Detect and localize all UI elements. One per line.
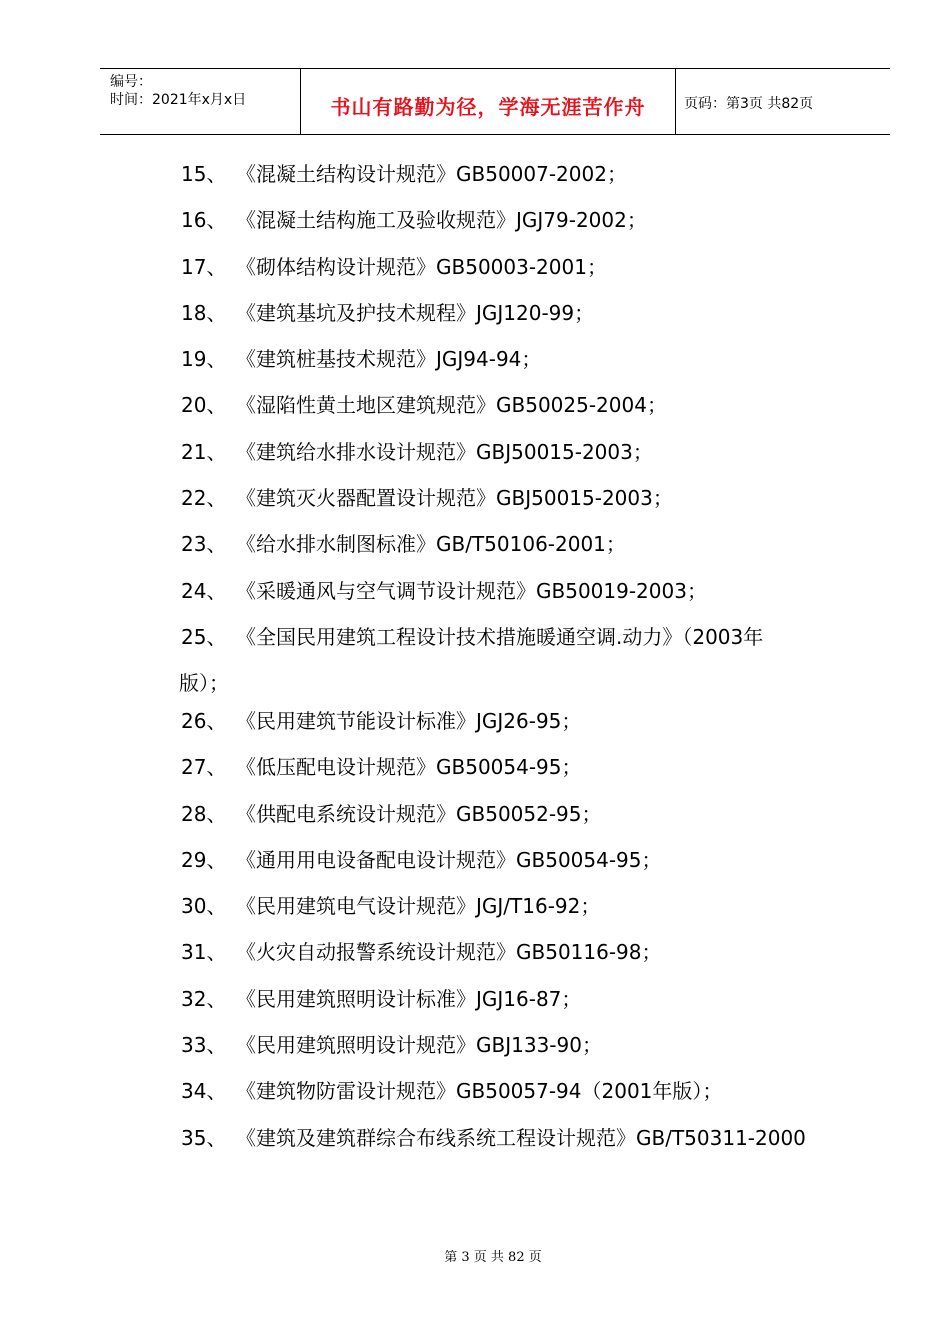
- header-meta-cell: [100, 69, 301, 135]
- item-number: 18、: [181, 300, 227, 325]
- list-item: [181, 889, 861, 935]
- item-number: 33、: [181, 1033, 227, 1058]
- item-text: 《采暖通风与空气调节设计规范》GB50019-2003；: [236, 578, 707, 603]
- item-text: 《建筑物防雷设计规范》GB50057-94（2001年版）；: [236, 1079, 723, 1104]
- document-date: 时间：2021年x月x日: [110, 92, 247, 108]
- item-number: 27、: [181, 755, 227, 780]
- item-number: 26、: [181, 708, 227, 733]
- list-item: [181, 342, 861, 388]
- item-number: 35、: [181, 1125, 227, 1150]
- list-item: [181, 843, 861, 889]
- list-item: [181, 704, 861, 750]
- item-number: 31、: [181, 940, 227, 965]
- header-page-code: 页码：第3页 共82页: [684, 96, 814, 112]
- list-item: [181, 435, 861, 481]
- item-text: 《民用建筑电气设计规范》JGJ/T16-92；: [236, 894, 601, 919]
- list-item: [181, 388, 861, 434]
- header-motto-cell: [301, 69, 676, 135]
- item-text: 《民用建筑照明设计标准》JGJ16-87；: [236, 986, 582, 1011]
- item-text: 《民用建筑节能设计标准》JGJ26-95；: [236, 708, 582, 733]
- list-item: [181, 1074, 861, 1120]
- item-text: 《湿陷性黄土地区建筑规范》GB50025-2004；: [236, 393, 667, 418]
- document-number-label: 编号：: [110, 74, 152, 90]
- item-text-continuation: 版）；: [179, 670, 229, 695]
- item-number: 29、: [181, 847, 227, 872]
- item-number: 30、: [181, 894, 227, 919]
- item-number: 19、: [181, 347, 227, 372]
- item-number: 32、: [181, 986, 227, 1011]
- item-text: 《砌体结构设计规范》GB50003-2001；: [236, 254, 607, 279]
- item-number: 34、: [181, 1079, 227, 1104]
- list-item: [181, 750, 861, 796]
- item-text: 《建筑及建筑群综合布线系统工程设计规范》GB/T50311-2000: [236, 1125, 806, 1150]
- list-item: [181, 157, 861, 203]
- item-text: 《混凝土结构设计规范》GB50007-2002；: [236, 162, 627, 186]
- item-number: 25、: [181, 624, 227, 649]
- list-item: [181, 1121, 861, 1167]
- list-item: [181, 527, 861, 573]
- item-number: 22、: [181, 486, 227, 511]
- item-text: 《建筑给水排水设计规范》GBJ50015-2003；: [236, 439, 653, 464]
- item-text: 《民用建筑照明设计规范》GBJ133-90；: [236, 1033, 602, 1058]
- item-number: 20、: [181, 393, 227, 418]
- document-header: [100, 68, 890, 135]
- item-text: 《低压配电设计规范》GB50054-95；: [236, 755, 582, 780]
- item-number: 21、: [181, 439, 227, 464]
- list-item: [181, 203, 861, 249]
- item-number: 28、: [181, 801, 227, 826]
- list-item: [181, 797, 861, 843]
- item-number: 16、: [181, 208, 227, 233]
- item-text: 《建筑桩基技术规范》JGJ94-94；: [236, 347, 542, 372]
- list-item: [181, 481, 861, 527]
- item-text: 《建筑灭火器配置设计规范》GBJ50015-2003；: [236, 486, 673, 511]
- list-item: [181, 1028, 861, 1074]
- item-number: 24、: [181, 578, 227, 603]
- item-number: 15、: [181, 162, 227, 186]
- list-item: [181, 935, 861, 981]
- item-text: 《火灾自动报警系统设计规范》GB50116-98；: [236, 940, 662, 965]
- standards-list: [181, 157, 861, 1167]
- item-text: 《供配电系统设计规范》GB50052-95；: [236, 801, 602, 826]
- item-number: 23、: [181, 532, 227, 557]
- item-text: 《通用用电设备配电设计规范》GB50054-95；: [236, 847, 662, 872]
- item-text: 《给水排水制图标准》GB/T50106-2001；: [236, 532, 626, 557]
- page-footer: 第 3 页 共 82 页: [444, 1250, 542, 1265]
- list-item: [181, 982, 861, 1028]
- list-item: [181, 250, 861, 296]
- header-motto: 书山有路勤为径，学海无涯苦作舟: [330, 94, 646, 119]
- item-text: 《混凝土结构施工及验收规范》JGJ79-2002；: [236, 208, 647, 233]
- item-number: 17、: [181, 254, 227, 279]
- list-item: [181, 296, 861, 342]
- item-text: 《全国民用建筑工程设计技术措施暖通空调.动力》（2003年: [236, 624, 764, 649]
- item-text: 《建筑基坑及护技术规程》JGJ120-99；: [236, 300, 595, 325]
- list-item: [181, 614, 861, 706]
- header-page-cell: [676, 69, 890, 135]
